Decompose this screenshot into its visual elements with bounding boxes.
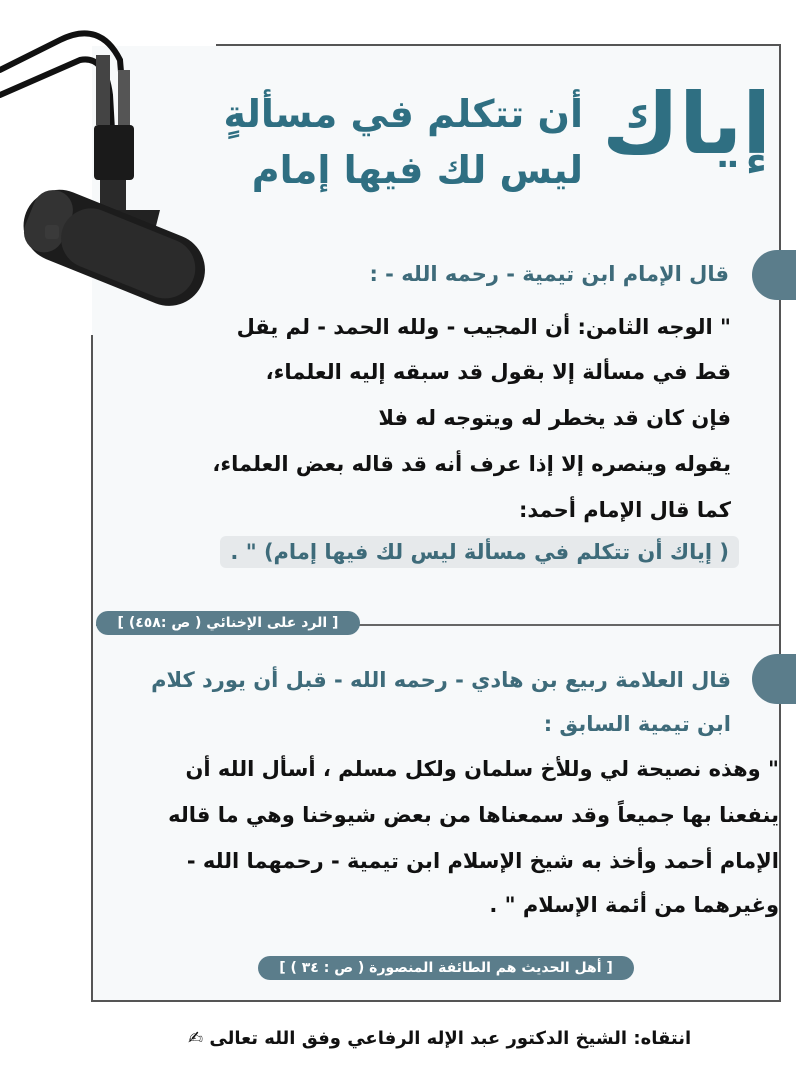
title-line-1: أن تتكلم في مسألةٍ <box>223 92 583 136</box>
reference-badge-2: [ أهل الحديث هم الطائفة المنصورة ( ص : ٣٤ ) ] <box>258 956 634 980</box>
footer-text: انتقاه: الشيخ الدكتور عبد الإله الرفاعي وفق الله تعالى <box>209 1028 692 1049</box>
section-2-heading: قال العلامة ربيع بن هادي - رحمه الله - قبل أن يورد كلام <box>151 668 731 692</box>
frame-bottom-border <box>91 1000 781 1002</box>
section-1-line: قط في مسألة إلا بقول قد سبقه إليه العلماء، <box>265 360 731 384</box>
microphone-icon <box>0 0 230 320</box>
section-1-line: " الوجه الثامن: أن المجيب - ولله الحمد - لم يقل <box>236 315 731 339</box>
section-1-line: فإن كان قد يخطر له ويتوجه له فلا <box>378 406 731 430</box>
title-line-2: ليس لك فيها إمام <box>251 148 583 192</box>
section-2-marker <box>752 654 796 704</box>
section-1-line: كما قال الإمام أحمد: <box>518 498 731 522</box>
section-2-heading-cont: ابن تيمية السابق : <box>543 712 731 736</box>
section-1-quote-highlight: ( إياك أن تتكلم في مسألة ليس لك فيها إمام) " . <box>220 536 739 568</box>
writing-hand-icon: ✍ <box>188 1028 204 1049</box>
section-2-line: الإمام أحمد وأخذ به شيخ الإسلام ابن تيمية - رحمهما الله - <box>186 849 779 873</box>
frame-top-border <box>216 44 781 46</box>
section-2-line: ينفعنا بها جميعاً وقد سمعناها من بعض شيوخنا وهي ما قاله <box>168 803 779 827</box>
section-1-line: يقوله وينصره إلا إذا عرف أنه قد قاله بعض العلماء، <box>212 452 731 476</box>
title-main-word: إياك <box>602 75 771 173</box>
section-2-line: " وهذه نصيحة لي وللأخ سلمان ولكل مسلم ، أسأل الله أن <box>185 757 779 781</box>
reference-badge-1: [ الرد على الإخنائي ( ص :٤٥٨) ] <box>96 611 360 635</box>
section-1-marker <box>752 250 796 300</box>
footer-credit <box>180 1028 691 1049</box>
section-2-line: وغيرهما من أئمة الإسلام " . <box>489 893 779 917</box>
section-1-heading: قال الإمام ابن تيمية - رحمه الله - : <box>369 262 729 286</box>
frame-right-border <box>779 44 781 1002</box>
frame-left-border <box>91 335 93 1001</box>
